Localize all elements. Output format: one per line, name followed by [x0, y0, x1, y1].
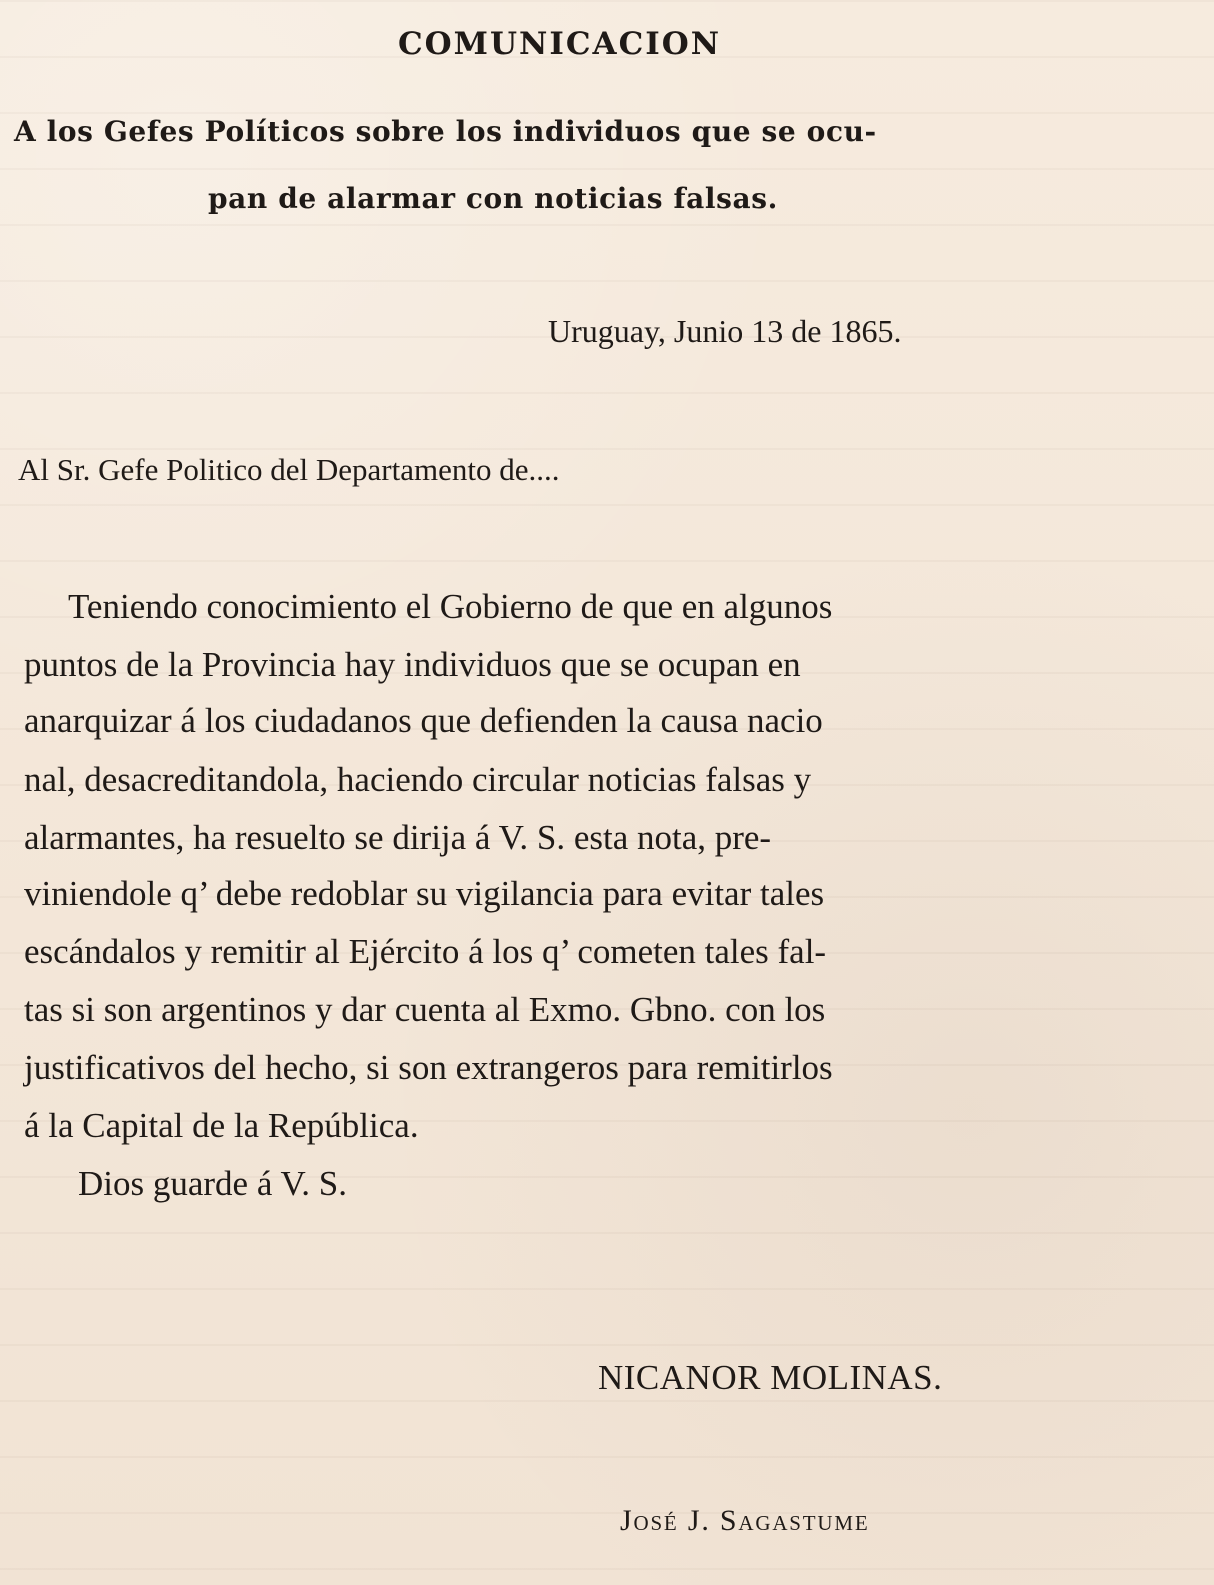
- subheading-line-2: pan de alarmar con noticias falsas.: [208, 182, 778, 215]
- body-line-1: Teniendo conocimiento el Gobierno de que en algunos: [68, 587, 833, 626]
- closing-line: Dios guarde á V. S.: [78, 1164, 347, 1203]
- document-headline: COMUNICACION: [398, 26, 722, 62]
- body-line-7: escándalos y remitir al Ejército á los q’ cometen tales fal-: [24, 932, 827, 971]
- date-line: Uruguay, Junio 13 de 1865.: [548, 313, 902, 349]
- body-line-2: puntos de la Provincia hay individuos que se ocupan en: [24, 645, 801, 684]
- body-line-8: tas si son argentinos y dar cuenta al Exmo. Gbno. con los: [24, 990, 826, 1029]
- body-line-4: nal, desacreditandola, haciendo circular noticias falsas y: [24, 760, 812, 799]
- address-line: Al Sr. Gefe Politico del Departamento de....: [18, 452, 560, 487]
- body-line-5: alarmantes, ha resuelto se dirija á V. S. esta nota, pre-: [24, 818, 772, 857]
- signature-jose-j-sagastume: José J. Sagastume: [620, 1504, 870, 1537]
- body-line-6: viniendole q’ debe redoblar su vigilancia para evitar tales: [24, 874, 825, 913]
- signature-nicanor-molinas: NICANOR MOLINAS.: [598, 1358, 943, 1397]
- body-line-10: á la Capital de la República.: [24, 1106, 419, 1145]
- subheading-line-1: A los Gefes Políticos sobre los individuos que se ocu-: [14, 115, 877, 148]
- body-line-9: justificativos del hecho, si son extrangeros para remitirlos: [24, 1048, 833, 1087]
- body-line-3: anarquizar á los ciudadanos que defienden la causa nacio: [24, 701, 823, 740]
